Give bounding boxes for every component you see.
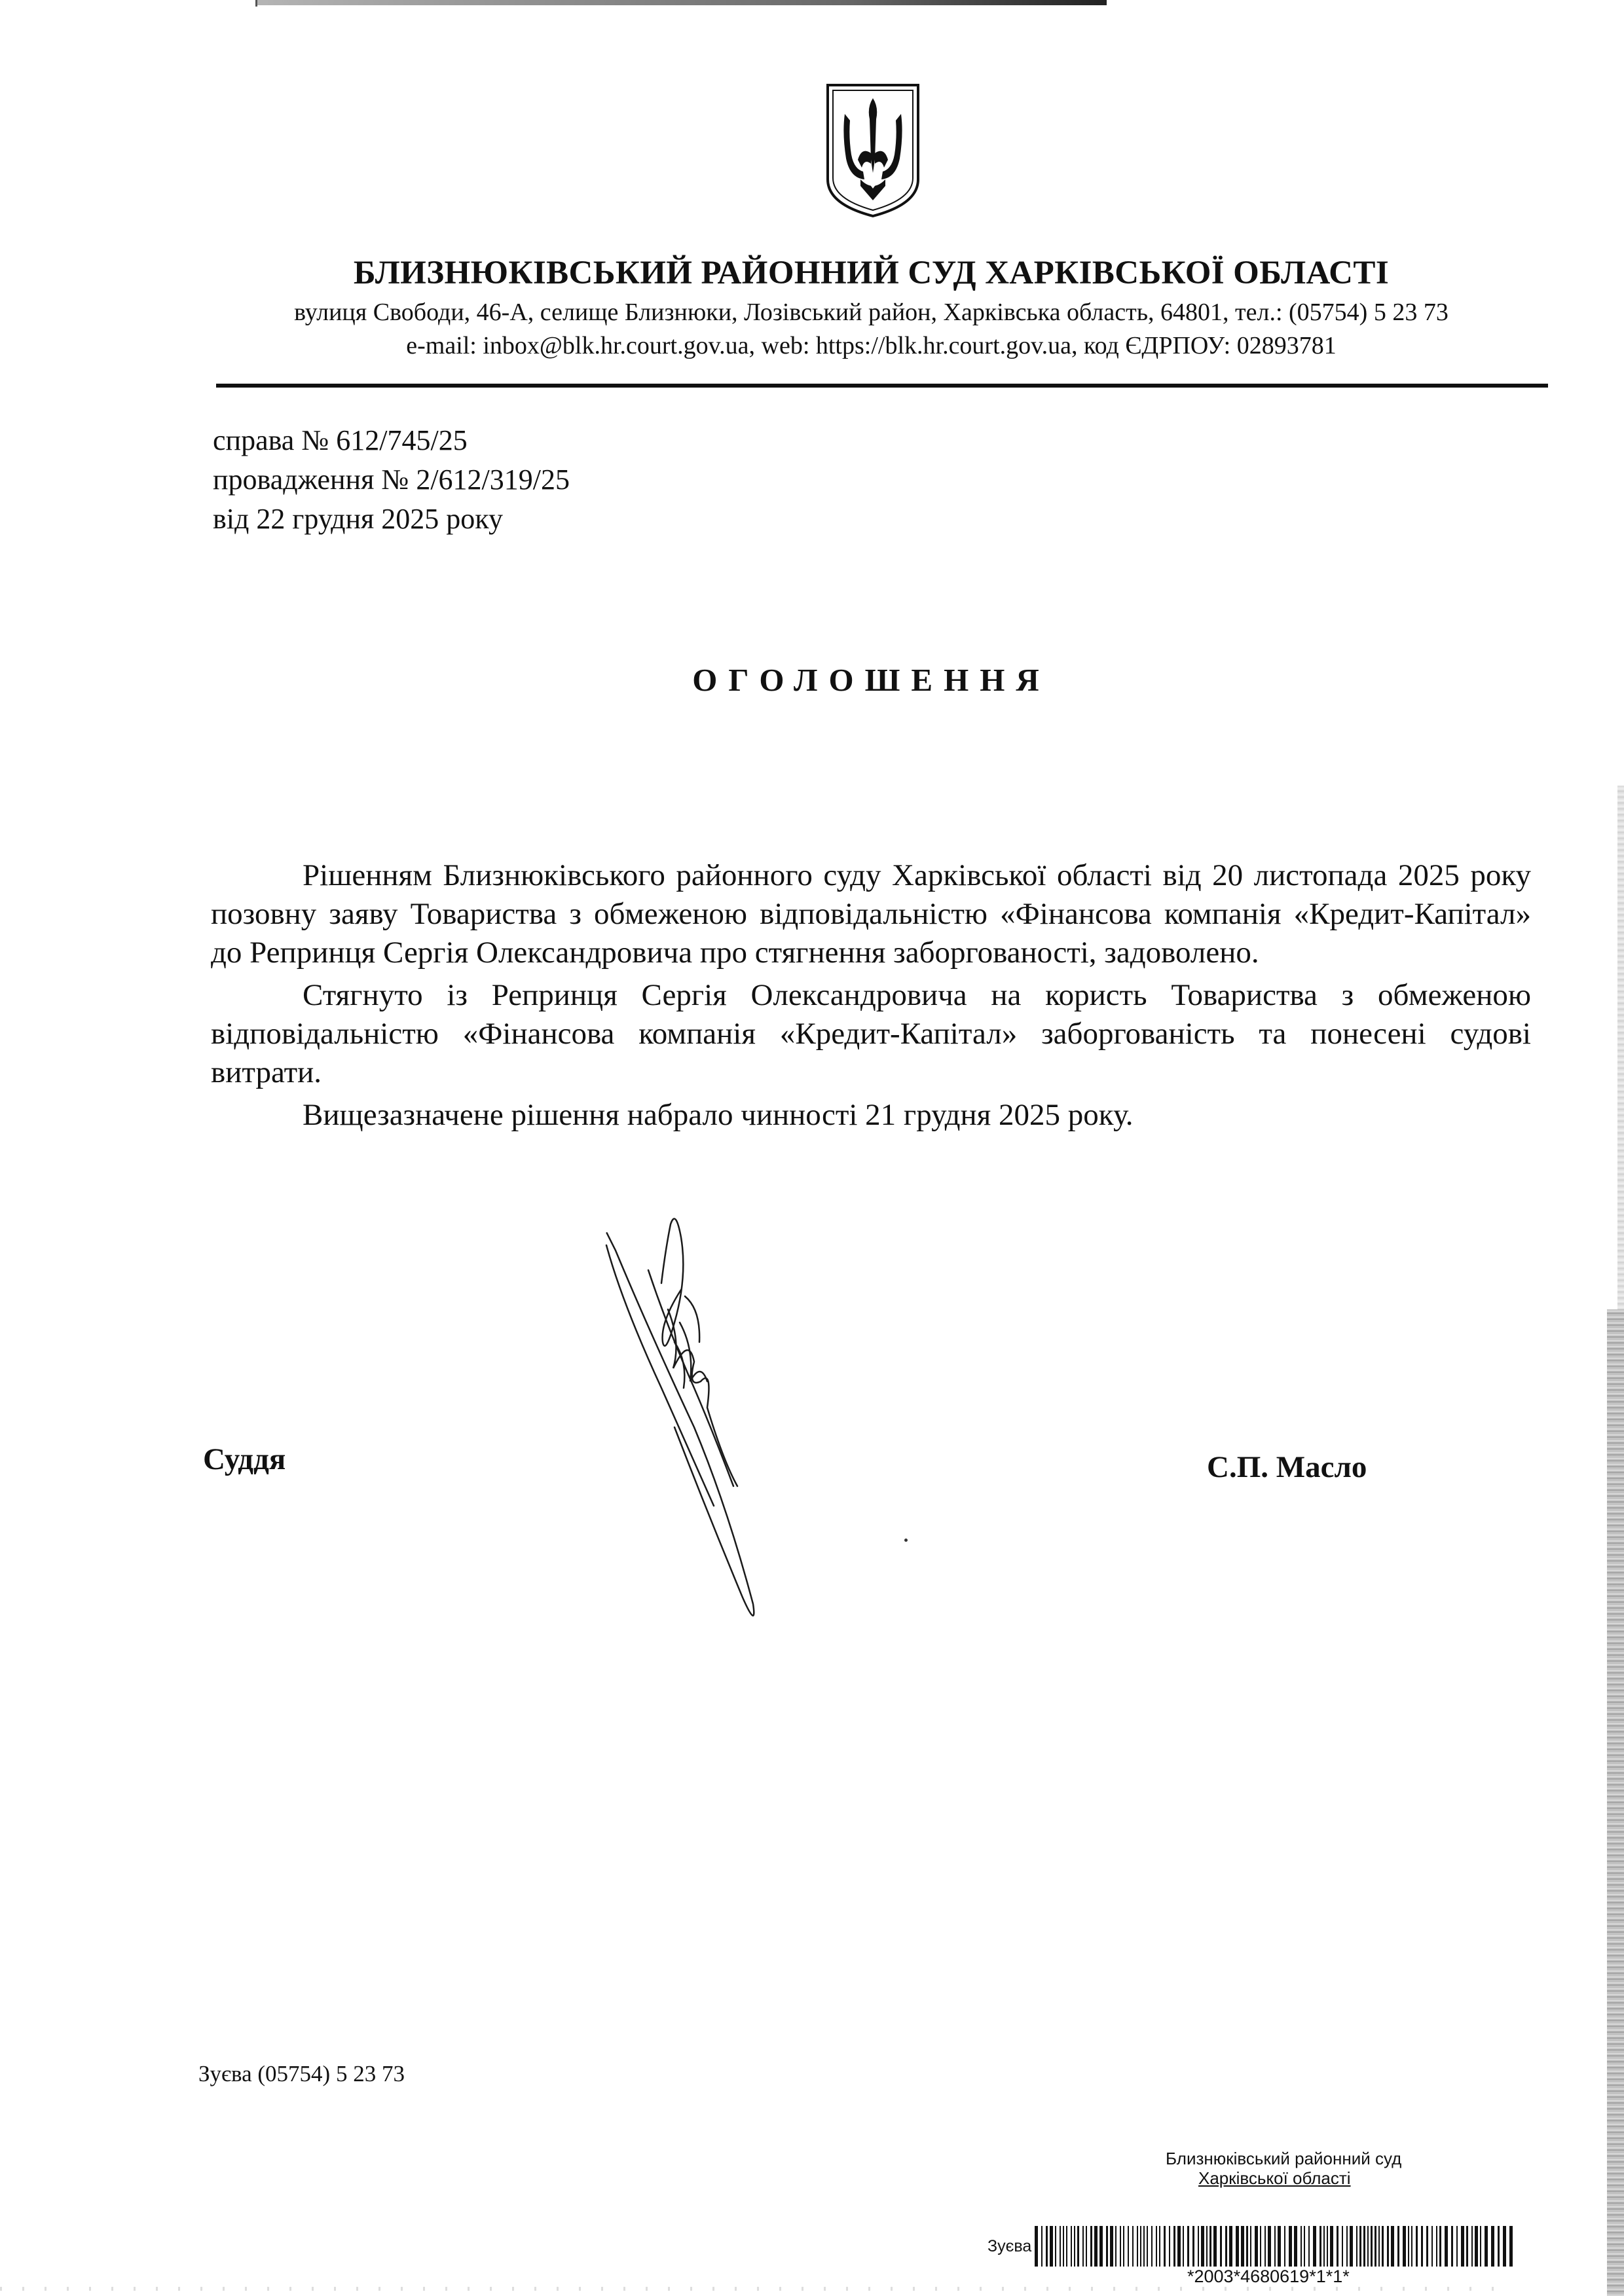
barcode-bar xyxy=(1289,2226,1292,2267)
barcode-bar xyxy=(1320,2226,1321,2267)
barcode-bar xyxy=(1498,2226,1500,2267)
barcode-bar xyxy=(1147,2226,1148,2267)
barcode-bar xyxy=(1451,2226,1453,2267)
barcode-bar xyxy=(1439,2226,1441,2267)
header-divider xyxy=(216,384,1548,388)
barcode-bar xyxy=(1156,2226,1157,2267)
barcode-bar xyxy=(1035,2226,1038,2267)
barcode-bar xyxy=(1055,2226,1056,2267)
barcode-bar xyxy=(1350,2226,1353,2267)
barcode-bar xyxy=(1378,2226,1380,2267)
barcode-bar xyxy=(1367,2226,1369,2267)
stamp-executor: Зуєва xyxy=(987,2237,1032,2255)
barcode-bar xyxy=(1183,2226,1184,2267)
barcode-bar xyxy=(1274,2226,1276,2267)
executor-contact: Зуєва (05754) 5 23 73 xyxy=(198,2061,405,2086)
barcode-bar xyxy=(1071,2226,1072,2267)
barcode-bar xyxy=(1220,2226,1222,2267)
barcode-bar xyxy=(1123,2226,1124,2267)
barcode-bar xyxy=(1411,2226,1412,2267)
barcode-bar xyxy=(1115,2226,1116,2267)
barcode-bar xyxy=(1466,2226,1468,2267)
barcode-bar xyxy=(1213,2226,1217,2267)
barcode-number: *2003*4680619*1*1* xyxy=(1187,2267,1350,2286)
barcode-bar xyxy=(1416,2226,1418,2267)
barcode-bar xyxy=(1164,2226,1166,2267)
barcode-bar xyxy=(1403,2226,1406,2267)
barcode-bar xyxy=(1426,2226,1428,2267)
barcode-bar xyxy=(1456,2226,1458,2267)
stamp-organization xyxy=(1166,2149,1559,2188)
barcode-bar xyxy=(1294,2226,1297,2267)
barcode-bar xyxy=(1337,2226,1338,2267)
barcode-bar xyxy=(1041,2226,1043,2267)
scan-edge-artifact xyxy=(255,0,1107,5)
barcode-bar xyxy=(1301,2226,1302,2267)
case-reference-block xyxy=(213,421,570,539)
document-title: ОГОЛОШЕННЯ xyxy=(692,662,1050,698)
court-contacts: e-mail: inbox@blk.hr.court.gov.ua, web: https://blk.hr.court.gov.ua, код ЄДРПОУ: 02893781 xyxy=(406,332,1337,359)
barcode-bar xyxy=(1436,2226,1437,2267)
barcode-bar xyxy=(1304,2226,1305,2267)
scan-edge-artifact xyxy=(255,0,257,7)
barcode-bar xyxy=(1330,2226,1333,2267)
barcode-bar xyxy=(1143,2226,1145,2267)
barcode-bar xyxy=(1323,2226,1325,2267)
barcode-bar xyxy=(1063,2226,1064,2267)
barcode-bar xyxy=(1110,2226,1113,2267)
court-address: вулиця Свободи, 46-А, селище Близнюки, Лозівський район, Харківська область, 64801, тел.: (05754) 5 23 73 xyxy=(294,299,1449,326)
barcode-bar xyxy=(1250,2226,1251,2267)
body-paragraph: Вищезазначене рішення набрало чинності 21 грудня 2025 року. xyxy=(303,1098,1134,1132)
barcode-bar xyxy=(1060,2226,1061,2267)
barcode-bar xyxy=(1308,2226,1310,2267)
barcode-bar xyxy=(1082,2226,1084,2267)
scan-speck xyxy=(904,1539,908,1542)
barcode-bar xyxy=(1391,2226,1394,2267)
barcode-bar xyxy=(1209,2226,1211,2267)
barcode-bar xyxy=(1503,2226,1506,2267)
barcode-bar xyxy=(1445,2226,1448,2267)
barcode-bar xyxy=(1137,2226,1138,2267)
barcode-bar xyxy=(1090,2226,1092,2267)
barcode-bar xyxy=(1268,2226,1271,2267)
stamp-org-line: Близнюківський районний суд xyxy=(1166,2149,1402,2168)
stamp-org-line: Харківської області xyxy=(1198,2168,1351,2188)
barcode-bar xyxy=(1408,2226,1409,2267)
barcode-bar xyxy=(1371,2226,1373,2267)
barcode-bar xyxy=(1074,2226,1075,2267)
barcode-bar xyxy=(1198,2226,1199,2267)
barcode-bar xyxy=(1246,2226,1248,2267)
barcode-bar xyxy=(1173,2226,1175,2267)
barcode-bar xyxy=(1066,2226,1067,2267)
barcode-bar xyxy=(1151,2226,1153,2267)
barcode-bar xyxy=(1342,2226,1343,2267)
barcode-bar xyxy=(1375,2226,1376,2267)
judge-role-label: Суддя xyxy=(203,1442,286,1476)
barcode-bar xyxy=(1260,2226,1261,2267)
barcode-bar xyxy=(1421,2226,1423,2267)
barcode-bar xyxy=(1509,2226,1513,2267)
barcode-bar xyxy=(1077,2226,1079,2267)
body-paragraph: Стягнуто із Репринця Сергія Олександровича на користь Товариства з обмеженою відповідальністю «Фінансова компанія «Кредит-Капітал» заборгованість та понесені судові витрати. xyxy=(211,978,1531,1089)
body-paragraph: Рішенням Близнюківського районного суду Харківської області від 20 листопада 2025 року позовну заяву Товариства з обмеженою відповідальністю «Фінансова компанія «Кредит-Капітал» до Репринця Сергія Олександровича про стягнення заборгованості, задоволено. xyxy=(211,858,1531,970)
barcode-bar xyxy=(1128,2226,1129,2267)
scan-edge-artifact xyxy=(0,2287,1506,2291)
barcode xyxy=(1033,2226,1518,2267)
barcode-bar xyxy=(1471,2226,1473,2267)
barcode-bar xyxy=(1387,2226,1389,2267)
scan-edge-artifact xyxy=(1617,786,1624,1309)
barcode-bar xyxy=(1086,2226,1087,2267)
barcode-bar xyxy=(1363,2226,1365,2267)
barcode-bar xyxy=(1192,2226,1194,2267)
coat-of-arms-icon xyxy=(824,81,922,219)
barcode-bar xyxy=(1475,2226,1478,2267)
barcode-bar xyxy=(1177,2226,1181,2267)
barcode-bar xyxy=(1356,2226,1357,2267)
scan-edge-artifact xyxy=(1607,1309,1624,2296)
barcode-bar xyxy=(1187,2226,1189,2267)
barcode-bar xyxy=(1094,2226,1098,2267)
barcode-bar xyxy=(1485,2226,1488,2267)
barcode-bar xyxy=(1313,2226,1316,2267)
barcode-bar xyxy=(1264,2226,1266,2267)
barcode-bar xyxy=(1241,2226,1244,2267)
barcode-bar xyxy=(1169,2226,1170,2267)
barcode-bar xyxy=(1132,2226,1134,2267)
barcode-bar xyxy=(1480,2226,1481,2267)
barcode-bar xyxy=(1278,2226,1281,2267)
barcode-bar xyxy=(1140,2226,1141,2267)
barcode-bar xyxy=(1159,2226,1160,2267)
barcode-bar xyxy=(1201,2226,1204,2267)
case-date: від 22 грудня 2025 року xyxy=(213,503,504,535)
barcode-bar xyxy=(1431,2226,1433,2267)
announcement-body xyxy=(211,856,1531,1139)
barcode-bar xyxy=(1397,2226,1399,2267)
barcode-bar xyxy=(1284,2226,1285,2267)
proceeding-number: провадження № 2/612/319/25 xyxy=(213,464,570,496)
barcode-bar xyxy=(1229,2226,1232,2267)
barcode-bar xyxy=(1046,2226,1048,2267)
barcode-bar xyxy=(1359,2226,1361,2267)
barcode-bar xyxy=(1206,2226,1208,2267)
barcode-bar xyxy=(1491,2226,1494,2267)
handwritten-signature xyxy=(602,1211,786,1630)
judge-name: С.П. Масло xyxy=(1207,1450,1367,1484)
barcode-bar xyxy=(1106,2226,1108,2267)
barcode-bar xyxy=(1050,2226,1053,2267)
barcode-bar xyxy=(1461,2226,1464,2267)
barcode-bar xyxy=(1255,2226,1258,2267)
barcode-bar xyxy=(1120,2226,1121,2267)
case-number: справа № 612/745/25 xyxy=(213,424,468,456)
court-name: БЛИЗНЮКІВСЬКИЙ РАЙОННИЙ СУД ХАРКІВСЬКОЇ ОБЛАСТІ xyxy=(353,255,1390,291)
barcode-bar xyxy=(1346,2226,1348,2267)
barcode-bar xyxy=(1236,2226,1239,2267)
barcode-bar xyxy=(1099,2226,1103,2267)
barcode-bar xyxy=(1382,2226,1384,2267)
barcode-bar xyxy=(1225,2226,1227,2267)
barcode-bar xyxy=(1327,2226,1328,2267)
